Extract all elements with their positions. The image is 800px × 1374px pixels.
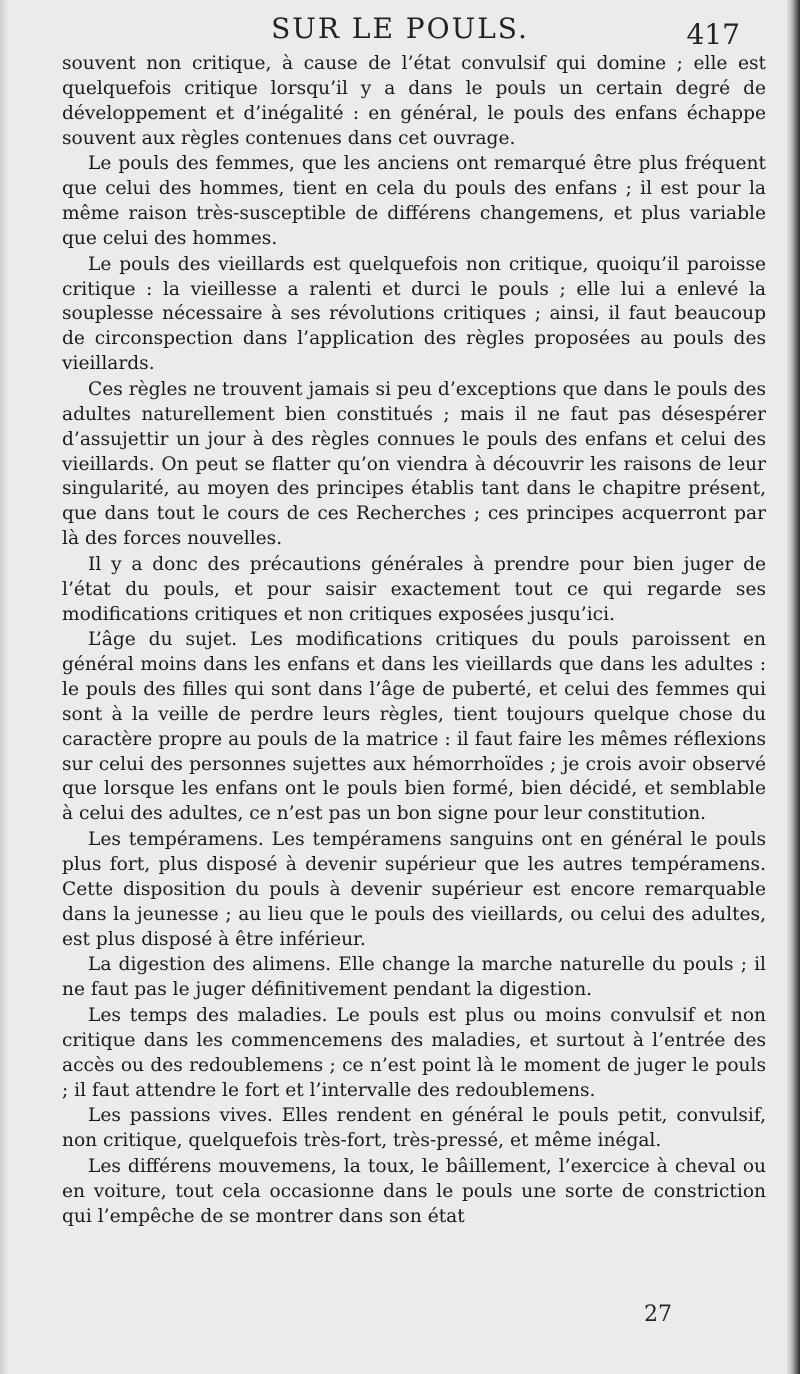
paragraph: Il y a donc des précautions générales à prendre pour bien juger de l’état du pouls, et pour saisir exactement tout ce qui regarde ses modifications critiques et non critiques exposées jusqu’ici.	[62, 553, 766, 625]
paragraph: Ces règles ne trouvent jamais si peu d’exceptions que dans le pouls des adultes naturellement bien constitués ; mais il ne faut pas désespérer d’assujettir un jour à des règles connues le pouls des enfans et celui des vieillards. On peut se flatter qu’on viendra à découvrir les raisons de leur singularité, au moyen des principes établis tant dans le chapitre présent, que dans tout le cours de ces Recherches ; ces principes acquerront par là des forces nouvelles.	[62, 378, 766, 550]
paragraph: L’âge du sujet. Les modifications critiques du pouls paroissent en général moins dans les enfans et dans les vieillards que dans les adultes : le pouls des filles qui sont dans l’âge de puberté, et celui des femmes qui sont à la veille de perdre leurs règles, tient toujours quelque chose du caractère propre au pouls de la matrice : il faut faire les mêmes réflexions sur celui des personnes sujettes aux hémorrhoïdes ; je crois avoir observé que lorsque les enfans ont le pouls bien formé, bien décidé, et semblable à celui des adultes, ce n’est pas un bon signe pour leur constitution.	[62, 629, 766, 825]
page-edge-shadow	[786, 0, 800, 1374]
paragraph: Les passions vives. Elles rendent en général le pouls petit, convulsif, non critique, quelquefois très-fort, très-pressé, et même inégal.	[62, 1105, 766, 1152]
paragraph: Le pouls des vieillards est quelquefois non critique, quoiqu’il paroisse critique : la vieillesse a ralenti et durci le pouls ; elle lui a enlevé la souplesse nécessaire à ses révolutions critiques ; ainsi, il faut beaucoup de circonspection dans l’application des règles proposées au pouls des vieillards.	[62, 253, 766, 375]
page-gutter	[0, 0, 8, 1374]
paragraph: Le pouls des femmes, que les anciens ont remarqué être plus fréquent que celui des hommes, tient en cela du pouls des enfans ; il est pour la même raison très-susceptible de différens changemens, et plus variable que celui des hommes.	[62, 153, 766, 249]
paragraph: La digestion des alimens. Elle change la marche naturelle du pouls ; il ne faut pas le juger définitivement pendant la digestion.	[62, 954, 766, 1001]
signature-mark: 27	[644, 1302, 672, 1327]
body-text	[62, 52, 766, 1230]
paragraph: souvent non critique, à cause de l’état convulsif qui domine ; elle est quelquefois critique lorsqu’il y a dans le pouls un certain degré de développement et d’inégalité : en général, le pouls des enfans échappe souvent aux règles contenues dans cet ouvrage.	[62, 53, 766, 149]
paragraph: Les temps des maladies. Le pouls est plus ou moins convulsif et non critique dans les commencemens des maladies, et surtout à l’entrée des accès ou des redoublemens ; ce n’est point là le moment de juger le pouls ; il faut attendre le fort et l’intervalle des redoublemens.	[62, 1005, 766, 1101]
paragraph: Les différens mouvemens, la toux, le bâillement, l’exercice à cheval ou en voiture, tout cela occasionne dans le pouls une sorte de constriction qui l’empêche de se montrer dans son état	[62, 1156, 766, 1227]
page-number: 417	[686, 18, 740, 51]
paragraph: Les tempéramens. Les tempéramens sanguins ont en général le pouls plus fort, plus disposé à devenir supérieur que les autres tempéramens. Cette disposition du pouls à devenir supérieur est encore remarquable dans la jeunesse ; au lieu que le pouls des vieillards, ou celui des adultes, est plus disposé à être inférieur.	[62, 829, 766, 950]
running-title: SUR LE POULS.	[271, 12, 529, 45]
page-header	[0, 10, 800, 50]
